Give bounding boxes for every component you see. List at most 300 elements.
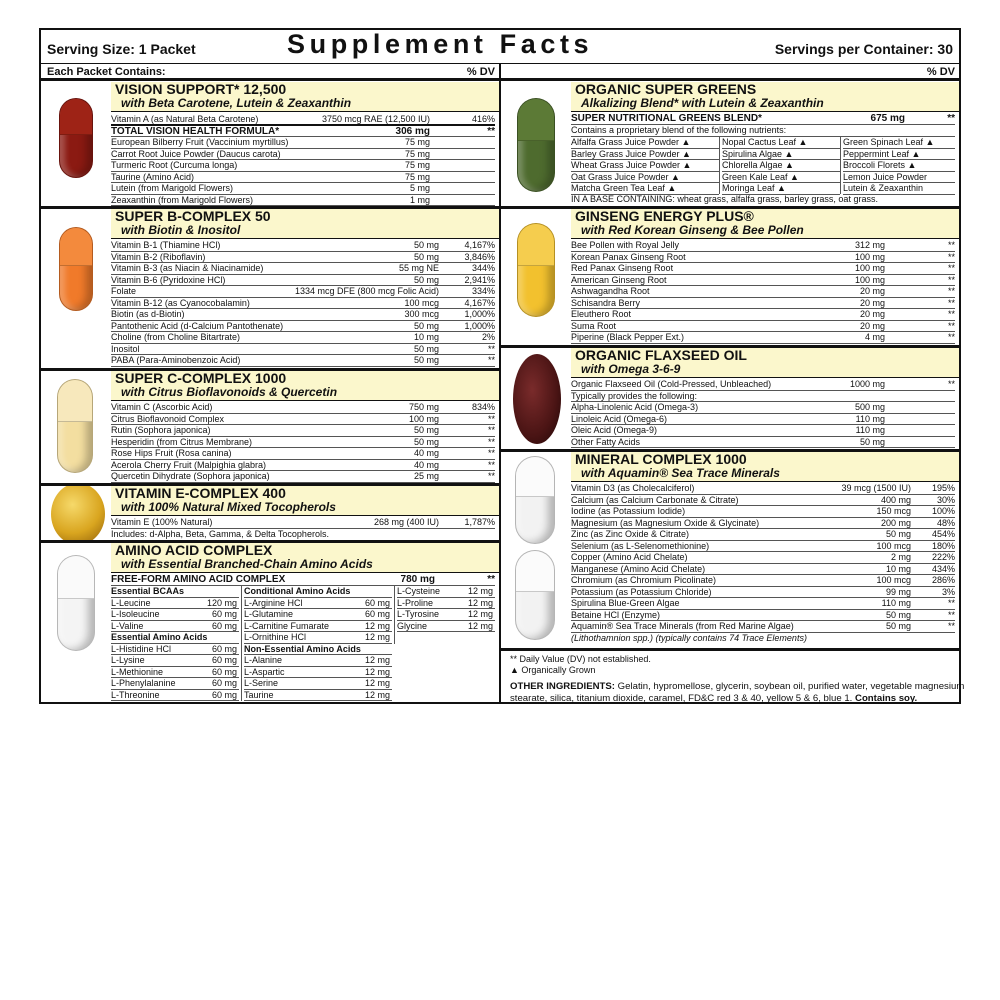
greens-item: Green Kale Leaf ▲: [722, 171, 799, 182]
ccomplex-row: [111, 471, 495, 483]
ccomplex-dv: **: [487, 448, 495, 458]
greens-cell: [722, 172, 840, 184]
flax-row: [571, 379, 955, 391]
mineral-row: [571, 575, 955, 587]
greens-total-amount: 675 mg: [870, 113, 905, 124]
ginseng-nutrient: Schisandra Berry: [571, 297, 641, 308]
flaxseed-section: [501, 348, 959, 452]
mineral-amount: 50 mg: [885, 609, 911, 620]
flax-row: [571, 391, 955, 403]
mineral-row: [571, 598, 955, 610]
ccomplex-dv: **: [487, 436, 495, 447]
white-capsule-icon: [515, 456, 555, 544]
flax-amount: 50 mg: [859, 436, 885, 447]
ginseng-section: [501, 209, 959, 348]
amino-name: Non-Essential Amino Acids: [244, 643, 361, 654]
ginseng-amount: 4 mg: [864, 332, 885, 342]
bcomplex-nutrient: Vitamin B-1 (Thiamine HCl): [111, 240, 221, 250]
each-packet-contains: Each Packet Contains:: [47, 66, 166, 78]
ginseng-row: [571, 321, 955, 333]
dv-footnote: ** Daily Value (DV) not established.: [510, 654, 651, 664]
amino-total-dv: **: [487, 574, 495, 585]
ecomplex-title: VITAMIN E-COMPLEX 400: [115, 486, 286, 501]
ccomplex-dv: 834%: [471, 402, 495, 412]
greens-item: Lutein & Zeaxanthin: [843, 183, 924, 193]
amino-row: [111, 586, 239, 598]
amino-name: L-Glutamine: [244, 609, 294, 619]
white-capsule-icon-cap: [516, 457, 554, 497]
ginseng-amount: 312 mg: [854, 240, 885, 250]
serving-size: Serving Size: 1 Packet: [47, 41, 196, 57]
bcomplex-subtitle: with Biotin & Inositol: [121, 223, 241, 237]
vision-row: [111, 126, 495, 138]
mineral-row: [571, 495, 955, 507]
ginseng-nutrient: Suma Root: [571, 320, 617, 331]
vision-row: [111, 160, 495, 172]
mineral-row: [571, 610, 955, 622]
bcomplex-row: [111, 309, 495, 321]
amino-amount: 60 mg: [211, 655, 237, 665]
greens-base: [571, 194, 955, 206]
e-complex-note: Includes: d-Alpha, Beta, Gamma, & Delta Tocopherols.: [111, 529, 329, 539]
amino-name: Taurine: [244, 689, 274, 700]
flax-nutrient: Organic Flaxseed Oil (Cold-Pressed, Unbleached): [571, 379, 772, 389]
amino-amount: 60 mg: [211, 643, 237, 654]
amino-row: [244, 678, 392, 690]
ecomplex-title-band: [111, 486, 499, 516]
ccomplex-subtitle: with Citrus Bioflavonoids & Quercetin: [121, 385, 338, 399]
vision-row: [111, 137, 495, 149]
mineral-nutrient: Potassium (as Potassium Chloride): [571, 586, 712, 597]
vision-dv: **: [487, 125, 495, 137]
e-complex-section: [41, 486, 499, 543]
greens-cell: [571, 137, 719, 149]
mineral-nutrient: Magnesium (as Magnesium Oxide & Glycinate): [571, 517, 760, 528]
mineral-amount: 110 mg: [881, 598, 911, 608]
ccomplex-dv: **: [487, 413, 495, 424]
ginseng-dv: **: [947, 332, 955, 342]
vision-nutrient: Taurine (Amino Acid): [111, 171, 195, 182]
amino-col-line: [394, 586, 395, 644]
bcomplex-amount: 50 mg: [413, 274, 439, 285]
amino-row: [244, 621, 392, 633]
ginseng-row: [571, 263, 955, 275]
vision-amount: 3750 mcg RAE (12,500 IU): [321, 114, 430, 124]
mineral-dv: 30%: [936, 494, 955, 505]
ccomplex-row: [111, 437, 495, 449]
bcomplex-nutrient: PABA (Para-Aminobenzoic Acid): [111, 355, 241, 365]
ccomplex-row: [111, 448, 495, 460]
mineral-dv: 454%: [931, 529, 955, 539]
mineral-dv: 100%: [931, 506, 955, 516]
bcomplex-nutrient: Vitamin B-12 (as Cyanocobalamin): [111, 297, 250, 308]
mineral-amount: 400 mg: [880, 494, 911, 505]
mineral-nutrient: Iodine (as Potassium Iodide): [571, 506, 686, 516]
ginseng-dv: **: [947, 320, 955, 331]
bcomplex-dv: 2,941%: [464, 274, 495, 285]
ginseng-amount: 100 mg: [854, 274, 885, 285]
ccomplex-row: [111, 460, 495, 472]
bcomplex-dv: **: [487, 343, 495, 354]
vision-amount: 75 mg: [404, 137, 430, 147]
bcomplex-nutrient: Vitamin B-3 (as Niacin & Niacinamide): [111, 263, 264, 273]
bcomplex-row: [111, 344, 495, 356]
bcomplex-dv: **: [487, 355, 495, 365]
mineral-nutrient: Spirulina Blue-Green Algae: [571, 598, 680, 608]
ccomplex-amount: 50 mg: [413, 425, 439, 435]
amino-row: [397, 586, 495, 598]
vision-amount: 306 mg: [395, 125, 430, 137]
amino-amount: 12 mg: [364, 632, 390, 642]
servings-per-container: Servings per Container: 30: [774, 41, 953, 57]
vision-nutrient: Zeaxanthin (from Marigold Flowers): [111, 194, 254, 205]
ccomplex-nutrient: Acerola Cherry Fruit (Malpighia glabra): [111, 459, 267, 470]
amino-amount: 120 mg: [206, 597, 237, 608]
ginseng-amount: 20 mg: [859, 286, 885, 296]
greens-item: Barley Grass Juice Powder ▲: [571, 148, 691, 159]
amino-amount: 60 mg: [364, 597, 390, 608]
amino-name: L-Tyrosine: [397, 609, 440, 619]
mineral-amount: 2 mg: [890, 552, 911, 562]
cream-capsule-icon: [57, 379, 93, 473]
amino-amount: 60 mg: [211, 609, 237, 619]
flax-nutrient: Alpha-Linolenic Acid (Omega-3): [571, 402, 699, 412]
greens-item: Green Spinach Leaf ▲: [843, 137, 935, 147]
mineral-amount: 50 mg: [885, 621, 911, 631]
ginseng-row: [571, 309, 955, 321]
amino-row: [244, 655, 392, 667]
amino-col-line: [241, 586, 242, 701]
mineral-amount: 99 mg: [885, 586, 911, 597]
mineral-row: [571, 506, 955, 518]
mineral-title: MINERAL COMPLEX 1000: [575, 452, 747, 467]
amino-row: [111, 690, 239, 702]
mineral-row: [571, 483, 955, 495]
amino-row: [397, 621, 495, 633]
flax-amount: 110 mg: [855, 413, 885, 424]
ginseng-nutrient: Ashwagandha Root: [571, 286, 650, 296]
mineral-row: [571, 621, 955, 633]
mineral-section: [501, 452, 959, 651]
bcomplex-row: [111, 298, 495, 310]
vision-nutrient: Turmeric Root (Curcuma longa): [111, 160, 238, 170]
amino-amount: 60 mg: [211, 666, 237, 677]
mineral-amount: 50 mg: [885, 529, 911, 539]
bcomplex-row: [111, 332, 495, 344]
bcomplex-nutrient: Choline (from Choline Bitartrate): [111, 332, 241, 342]
greens-item: Chlorella Algae ▲: [722, 160, 794, 170]
panel-header: [41, 30, 959, 64]
ccomplex-nutrient: Rose Hips Fruit (Rosa canina): [111, 448, 232, 458]
bcomplex-nutrient: Inositol: [111, 343, 140, 354]
vision-title: VISION SUPPORT* 12,500: [115, 82, 287, 97]
amino-row: [111, 609, 239, 621]
flax-subtitle: with Omega 3-6-9: [581, 362, 681, 376]
mineral-dv: **: [947, 621, 955, 631]
amino-name: Essential Amino Acids: [111, 632, 208, 642]
amino-total-amount: 780 mg: [400, 574, 435, 585]
ecomplex-dv: 1,787%: [464, 517, 495, 527]
mineral-dv: 434%: [931, 563, 955, 574]
amino-amount: 12 mg: [364, 620, 390, 631]
bcomplex-dv: 3,846%: [464, 251, 495, 262]
greens-cell: [722, 160, 840, 172]
amino-amount: 60 mg: [211, 689, 237, 700]
bcomplex-amount: 50 mg: [413, 355, 439, 365]
flax-row: [571, 402, 955, 414]
vision-dv: 416%: [471, 114, 495, 124]
mineral-subtitle: with Aquamin® Sea Trace Minerals: [581, 466, 780, 480]
amino-name: L-Phenylalanine: [111, 678, 176, 688]
vision-nutrient: Vitamin A (as Natural Beta Carotene): [111, 114, 259, 124]
ginseng-nutrient: Bee Pollen with Royal Jelly: [571, 240, 680, 250]
amino-row: [244, 690, 392, 702]
bcomplex-amount: 55 mg NE: [398, 263, 439, 273]
amino-subtitle: with Essential Branched-Chain Amino Acids: [121, 557, 373, 571]
bcomplex-dv: 1,000%: [464, 320, 495, 331]
mineral-nutrient: Vitamin D3 (as Cholecalciferol): [571, 483, 695, 493]
green-capsule-icon: [517, 98, 555, 192]
mineral-dv: 195%: [931, 483, 955, 493]
greens-item: Alfalfa Grass Juice Powder ▲: [571, 137, 691, 147]
white-capsule-icon: [515, 550, 555, 640]
greens-cell: [843, 172, 955, 184]
flax-nutrient: Oleic Acid (Omega-9): [571, 425, 658, 435]
ccomplex-dv: **: [487, 471, 495, 481]
amino-amount: 12 mg: [364, 655, 390, 665]
greens-total-name: SUPER NUTRITIONAL GREENS BLEND*: [571, 113, 762, 124]
mineral-dv: 48%: [936, 517, 955, 528]
mineral-row: [571, 529, 955, 541]
bcomplex-amount: 50 mg: [413, 343, 439, 354]
bcomplex-title-band: [111, 209, 499, 239]
greens-cell: [722, 137, 840, 149]
bcomplex-dv: 334%: [471, 286, 495, 296]
ginseng-row: [571, 286, 955, 298]
ginseng-dv: **: [947, 309, 955, 319]
amino-amount: 12 mg: [364, 689, 390, 700]
greens-item: Oat Grass Juice Powder ▲: [571, 171, 680, 182]
ecomplex-row: [111, 517, 495, 529]
amino-amount: 60 mg: [211, 678, 237, 688]
greens-cell: [843, 149, 955, 161]
ginseng-dv: **: [947, 297, 955, 308]
mineral-last-text: (Lithothamnion spp.) (typically contains 74 Trace Elements): [571, 632, 807, 643]
ginseng-title: GINSENG ENERGY PLUS®: [575, 209, 754, 224]
mineral-nutrient: Aquamin® Sea Trace Minerals (from Red Marine Algae): [571, 621, 794, 631]
bcomplex-row: [111, 252, 495, 264]
mineral-amount: 10 mg: [885, 563, 911, 574]
ccomplex-nutrient: Rutin (Sophora japonica): [111, 425, 211, 435]
bcomplex-row: [111, 321, 495, 333]
amino-row: [397, 609, 495, 621]
footnotes: [510, 654, 651, 676]
flax-row: [571, 425, 955, 437]
bcomplex-row: [111, 286, 495, 298]
mineral-nutrient: Calcium (as Calcium Carbonate & Citrate): [571, 494, 739, 505]
greens-item: Wheat Grass Juice Powder ▲: [571, 160, 692, 170]
greens-base-text: IN A BASE CONTAINING: wheat grass, alfalfa grass, barley grass, oat grass.: [571, 194, 878, 204]
vision-row: [111, 149, 495, 161]
flax-nutrient: Linoleic Acid (Omega-6): [571, 413, 668, 424]
vision-amount: 1 mg: [409, 194, 430, 205]
ccomplex-title-band: [111, 371, 499, 401]
mineral-nutrient: Betaine HCl (Enzyme): [571, 609, 661, 620]
brown-softgel-icon: [513, 354, 561, 444]
amino-name: L-Alanine: [244, 655, 283, 665]
greens-cell: [571, 160, 719, 172]
vision-nutrient: Carrot Root Juice Powder (Daucus carota): [111, 148, 281, 159]
vision-amount: 75 mg: [404, 171, 430, 182]
amino-row: [397, 598, 495, 610]
ccomplex-amount: 750 mg: [408, 402, 439, 412]
amino-amount: 12 mg: [364, 678, 390, 688]
greens-cell: [571, 172, 719, 184]
flax-amount: 110 mg: [855, 425, 885, 435]
ginseng-dv: **: [947, 240, 955, 250]
vision-nutrient: TOTAL VISION HEALTH FORMULA*: [111, 125, 280, 137]
ccomplex-nutrient: Vitamin C (Ascorbic Acid): [111, 402, 213, 412]
amino-total-row: [111, 574, 495, 586]
amino-row: [244, 632, 392, 644]
mineral-dv: 286%: [931, 575, 955, 585]
greens-col-line: [840, 137, 841, 194]
bcomplex-amount: 300 mcg: [404, 309, 439, 319]
greens-total-dv: **: [947, 113, 955, 124]
amino-amount: 12 mg: [467, 609, 493, 619]
amino-row: [244, 644, 392, 656]
bcomplex-title: SUPER B-COMPLEX 50: [115, 209, 271, 224]
vision-amount: 75 mg: [404, 148, 430, 159]
greens-item: Broccoli Florets ▲: [843, 160, 917, 170]
ginseng-subtitle: with Red Korean Ginseng & Bee Pollen: [581, 223, 804, 237]
amino-row: [111, 678, 239, 690]
amino-row: [244, 586, 392, 598]
ginseng-amount: 20 mg: [859, 297, 885, 308]
bcomplex-row: [111, 263, 495, 275]
greens-title: ORGANIC SUPER GREENS: [575, 82, 757, 97]
mineral-amount: 100 mcg: [876, 540, 911, 551]
mineral-row: [571, 564, 955, 576]
other-ingredients-label: OTHER INGREDIENTS:: [510, 681, 616, 692]
greens-item: Peppermint Leaf ▲: [843, 148, 921, 159]
vision-title-band: [111, 82, 499, 112]
greens-intro-text: Contains a proprietary blend of the following nutrients:: [571, 125, 787, 135]
amino-row: [111, 655, 239, 667]
bcomplex-nutrient: Biotin (as d-Biotin): [111, 309, 185, 319]
bcomplex-dv: 4,167%: [464, 240, 495, 250]
amino-row: [111, 644, 239, 656]
amino-name: L-Serine: [244, 678, 279, 688]
ginseng-amount: 100 mg: [854, 263, 885, 273]
vision-nutrient: European Bilberry Fruit (Vaccinium myrtillus): [111, 137, 289, 147]
amino-acid-section: [41, 543, 499, 704]
green-capsule-icon-cap: [518, 99, 554, 141]
amino-title: AMINO ACID COMPLEX: [115, 543, 273, 558]
bcomplex-row: [111, 275, 495, 287]
ginseng-nutrient: Korean Panax Ginseng Root: [571, 251, 686, 262]
vision-amount: 5 mg: [409, 183, 430, 193]
amino-name: L-Valine: [111, 620, 144, 631]
ccomplex-dv: **: [487, 425, 495, 435]
flax-amount: 1000 mg: [849, 379, 885, 389]
bcomplex-amount: 50 mg: [413, 240, 439, 250]
bcomplex-nutrient: Vitamin B-6 (Pyridoxine HCl): [111, 274, 226, 285]
mineral-amount: 39 mcg (1500 IU): [841, 483, 911, 493]
vision-subtitle: with Beta Carotene, Lutein & Zeaxanthin: [121, 96, 352, 110]
vision-amount: 75 mg: [404, 160, 430, 170]
orange-capsule-icon: [59, 227, 93, 311]
greens-cell: [843, 137, 955, 149]
vision-row: [111, 195, 495, 207]
bcomplex-dv: 1,000%: [464, 309, 495, 319]
amino-amount: 12 mg: [364, 666, 390, 677]
bcomplex-nutrient: Folate: [111, 286, 137, 296]
flax-nutrient: Other Fatty Acids: [571, 436, 641, 447]
greens-item: Moringa Leaf ▲: [722, 183, 786, 193]
amino-name: L-Threonine: [111, 689, 160, 700]
mineral-nutrient: Selenium (as L-Selenomethionine): [571, 540, 710, 551]
greens-subtitle: Alkalizing Blend* with Lutein & Zeaxanthin: [581, 96, 824, 110]
amino-amount: 12 mg: [467, 620, 493, 631]
ginseng-dv: **: [947, 251, 955, 262]
ccomplex-row: [111, 425, 495, 437]
organic-footnote: ▲ Organically Grown: [510, 665, 596, 675]
ccomplex-title: SUPER C-COMPLEX 1000: [115, 371, 287, 386]
amino-name: L-Leucine: [111, 597, 151, 608]
ginseng-amount: 100 mg: [854, 251, 885, 262]
amino-name: L-Histidine HCl: [111, 643, 172, 654]
mineral-row: [571, 587, 955, 599]
ginseng-nutrient: Red Panax Ginseng Root: [571, 263, 674, 273]
mineral-row: [571, 552, 955, 564]
amino-amount: 12 mg: [467, 597, 493, 608]
bcomplex-amount: 1334 mcg DFE (800 mcg Folic Acid): [294, 286, 439, 296]
cream-capsule-icon-cap: [58, 380, 92, 422]
ccomplex-nutrient: Quercetin Dihydrate (Sophora japonica): [111, 471, 270, 481]
ccomplex-amount: 50 mg: [413, 436, 439, 447]
amino-name: L-Lysine: [111, 655, 145, 665]
yellow-capsule-icon: [517, 223, 555, 317]
amino-name: Essential BCAAs: [111, 586, 185, 596]
amino-name: L-Ornithine HCl: [244, 632, 307, 642]
ccomplex-amount: 40 mg: [413, 459, 439, 470]
greens-item: Lemon Juice Powder: [843, 171, 928, 182]
ccomplex-nutrient: Citrus Bioflavonoid Complex: [111, 413, 225, 424]
bcomplex-dv: 344%: [471, 263, 495, 273]
white-capsule-icon: [57, 555, 95, 651]
ccomplex-amount: 40 mg: [413, 448, 439, 458]
ccomplex-nutrient: Hesperidin (from Citrus Membrane): [111, 436, 253, 447]
bcomplex-dv: 4,167%: [464, 297, 495, 308]
ginseng-amount: 20 mg: [859, 320, 885, 331]
mineral-amount: 150 mcg: [876, 506, 911, 516]
dv-header-left: % DV: [466, 66, 495, 78]
mineral-dv: 180%: [931, 540, 955, 551]
flax-title: ORGANIC FLAXSEED OIL: [575, 348, 747, 363]
amino-amount: 12 mg: [467, 586, 493, 596]
bcomplex-dv: 2%: [481, 332, 495, 342]
greens-cell: [722, 149, 840, 161]
white-capsule-icon-cap: [516, 551, 554, 592]
greens-cell: [843, 183, 955, 195]
ginseng-row: [571, 252, 955, 264]
mineral-dv: 3%: [941, 586, 955, 597]
ccomplex-dv: **: [487, 459, 495, 470]
bcomplex-amount: 10 mg: [413, 332, 439, 342]
bcomplex-nutrient: Pantothenic Acid (d-Calcium Pantothenate): [111, 320, 284, 331]
ginseng-row: [571, 240, 955, 252]
